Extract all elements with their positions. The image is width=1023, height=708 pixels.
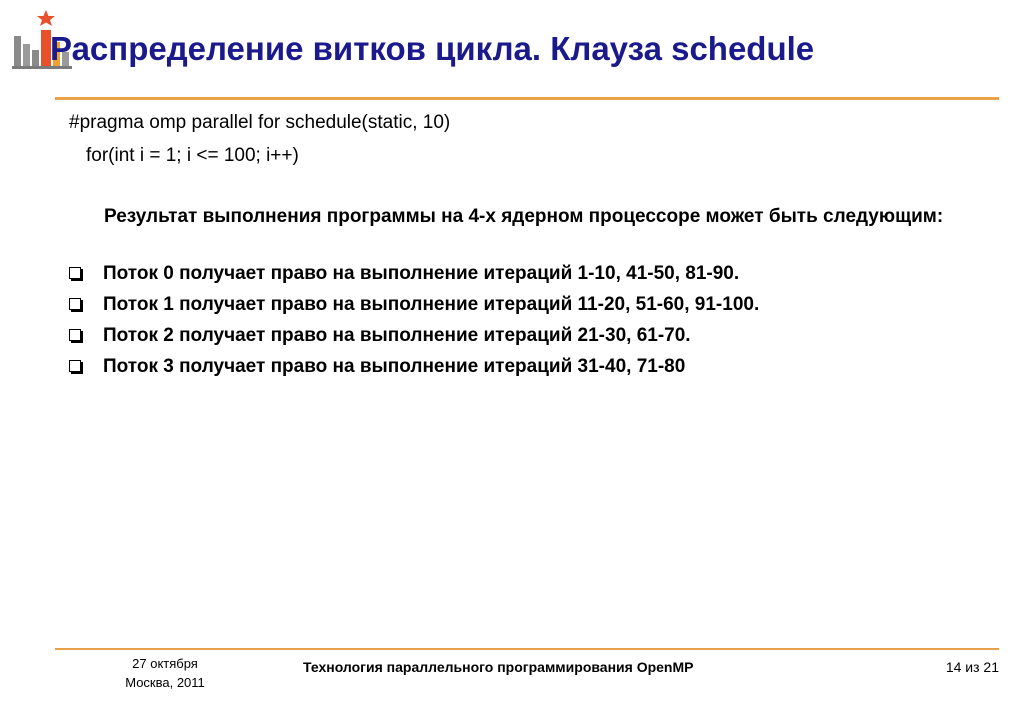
bullet-text: Поток 1 получает право на выполнение итераций 11-20, 51-60, 91-100. [103,293,760,315]
code-line-for: for(int i = 1; i <= 100; i++) [86,145,299,166]
checkbox-bullet-icon [69,267,81,279]
list-item [69,351,759,382]
list-item [69,289,759,320]
code-line-pragma: #pragma omp parallel for schedule(static, 10) [69,112,451,133]
intro-paragraph: Результат выполнения программы на 4-х ядерном процессоре может быть следующим: [104,206,944,227]
footer-divider [55,648,999,650]
bullet-text: Поток 3 получает право на выполнение итераций 31-40, 71-80 [103,355,686,377]
footer-city-year: Москва, 2011 [125,675,205,690]
footer-course-title: Технология параллельного программирования OpenMP [303,659,694,675]
checkbox-bullet-icon [69,329,81,341]
checkbox-bullet-icon [69,360,81,372]
checkbox-bullet-icon [69,298,81,310]
title-divider [55,97,999,100]
page-number: 14 из 21 [945,659,999,675]
footer-date: 27 октября [132,656,198,671]
bullet-text: Поток 0 получает право на выполнение итераций 1-10, 41-50, 81-90. [103,262,740,284]
footer-date-block [110,654,220,692]
list-item [69,258,759,289]
bullet-list [69,258,759,382]
list-item [69,320,759,351]
slide-title: Распределение витков цикла. Клауза schedule [50,30,815,67]
bullet-text: Поток 2 получает право на выполнение итераций 21-30, 61-70. [103,324,691,346]
